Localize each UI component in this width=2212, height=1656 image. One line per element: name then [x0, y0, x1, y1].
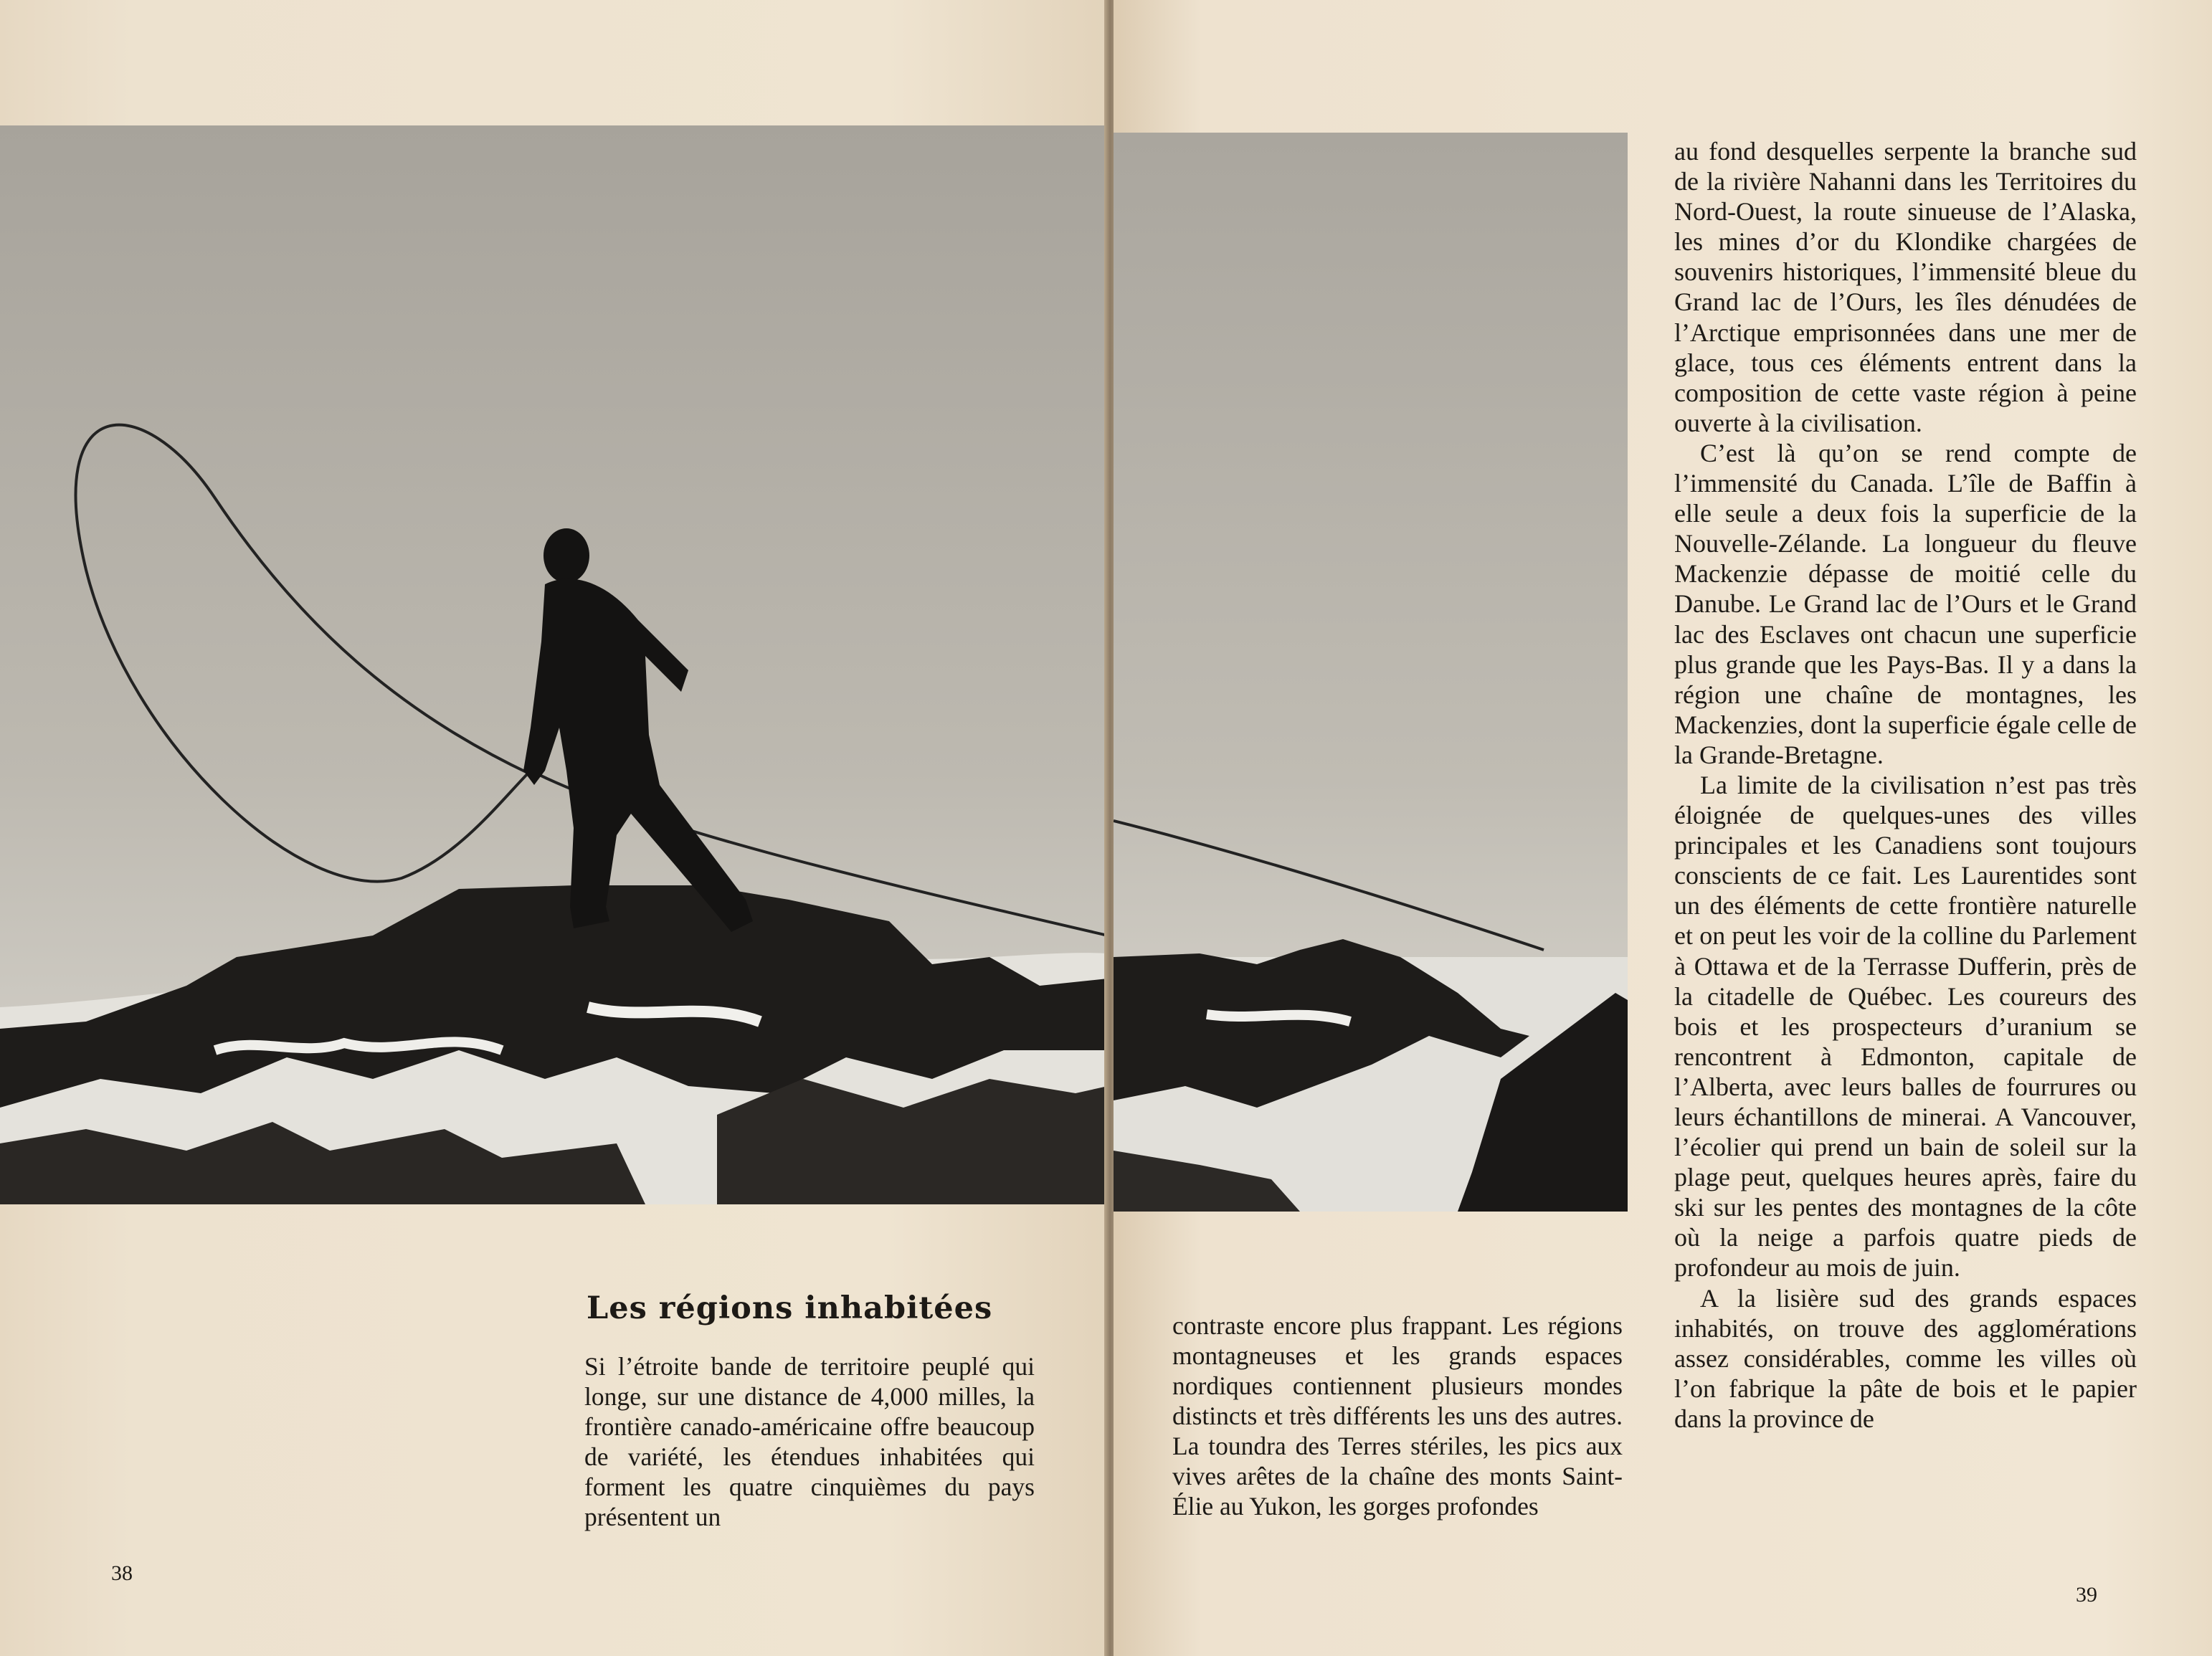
paragraph-c3: La limite de la civilisation n’est pas très éloignée de quelques-unes des villes principales et les Canadiens sont toujours conscients de ce fait. Les Laurentides sont un des éléments de cette frontière naturelle et on peut les voir de la colline du Parlement à Ottawa et de la Terrasse Dufferin, près de la citadelle de Québec. Les coureurs des bois et les prospecteurs d’uranium se rencontrent à Edmonton, capitale de l’Alberta, avec leurs balles de fourrures ou leurs échantillons de minerai. A Vancouver, l’écolier qui prend un bain de soleil sur la plage peut, quelques heures après, faire du ski sur les pentes des montagnes de la côte où la neige a parfois quatre pieds de profondeur au mois de juin. [1674, 770, 2137, 1283]
text-column-a [584, 1351, 1035, 1532]
arctic-photo-right-art [1114, 133, 1628, 1212]
paragraph-c1: au fond desquelles serpente la branche sud de la rivière Nahanni dans les Territoires du Nord-Ouest, la route sinueuse de l’Alaska, les mines d’or du Klondike chargées de souvenirs historiques, l’immensité bleue du Grand lac de l’Ours, les îles dénudées de l’Arctique emprisonnées dans une mer de glace, tous ces éléments entrent dans la composition de cette vaste région à peine ouverte à la civilisation. [1674, 137, 2137, 437]
photo-man-with-whip-left [0, 125, 1108, 1204]
text-column-c [1674, 136, 2137, 1434]
paragraph-c4: A la lisière sud des grands espaces inhabités, on trouve des agglomérations assez considérables, comme les villes où l’on fabrique la pâte de bois et le papier dans la province de [1674, 1283, 2137, 1433]
paragraph-column-b: contraste encore plus frappant. Les régions montagneuses et les grands espaces nordiques contiennent plusieurs mondes distincts et très différents les uns des autres. La toundra des Terres stériles, les pics aux vives arêtes de la chaîne des monts Saint-Élie au Yukon, les gorges profondes [1172, 1311, 1623, 1521]
paragraph-c2: C’est là qu’on se rend compte de l’immensité du Canada. L’île de Baffin à elle seule a deux fois la superficie de la Nouvelle-Zélande. La longueur du fleuve Mackenzie dépasse de moitié celle du Danube. Le Grand lac de l’Ours et le Grand lac des Esclaves ont chacun une superficie plus grande que les Pays-Bas. Il y a dans la région une chaîne de montagnes, les Mackenzies, dont la superficie égale celle de la Grande-Bretagne. [1674, 438, 2137, 769]
page-number-left: 38 [111, 1561, 133, 1585]
text-column-b [1172, 1310, 1623, 1521]
page-number-right: 39 [2076, 1583, 2097, 1607]
section-heading: Les régions inhabitées [587, 1290, 993, 1326]
arctic-photo-left-art [0, 125, 1108, 1204]
right-page [1114, 0, 2212, 1656]
paragraph-column-a: Si l’étroite bande de territoire peuplé qui longe, sur une distance de 4,000 milles, la frontière canado-américaine offre beaucoup de variété, les étendues inhabitées qui forment les quatre cinquièmes du pays présentent un [584, 1352, 1035, 1531]
photo-man-with-whip-right [1114, 133, 1628, 1212]
